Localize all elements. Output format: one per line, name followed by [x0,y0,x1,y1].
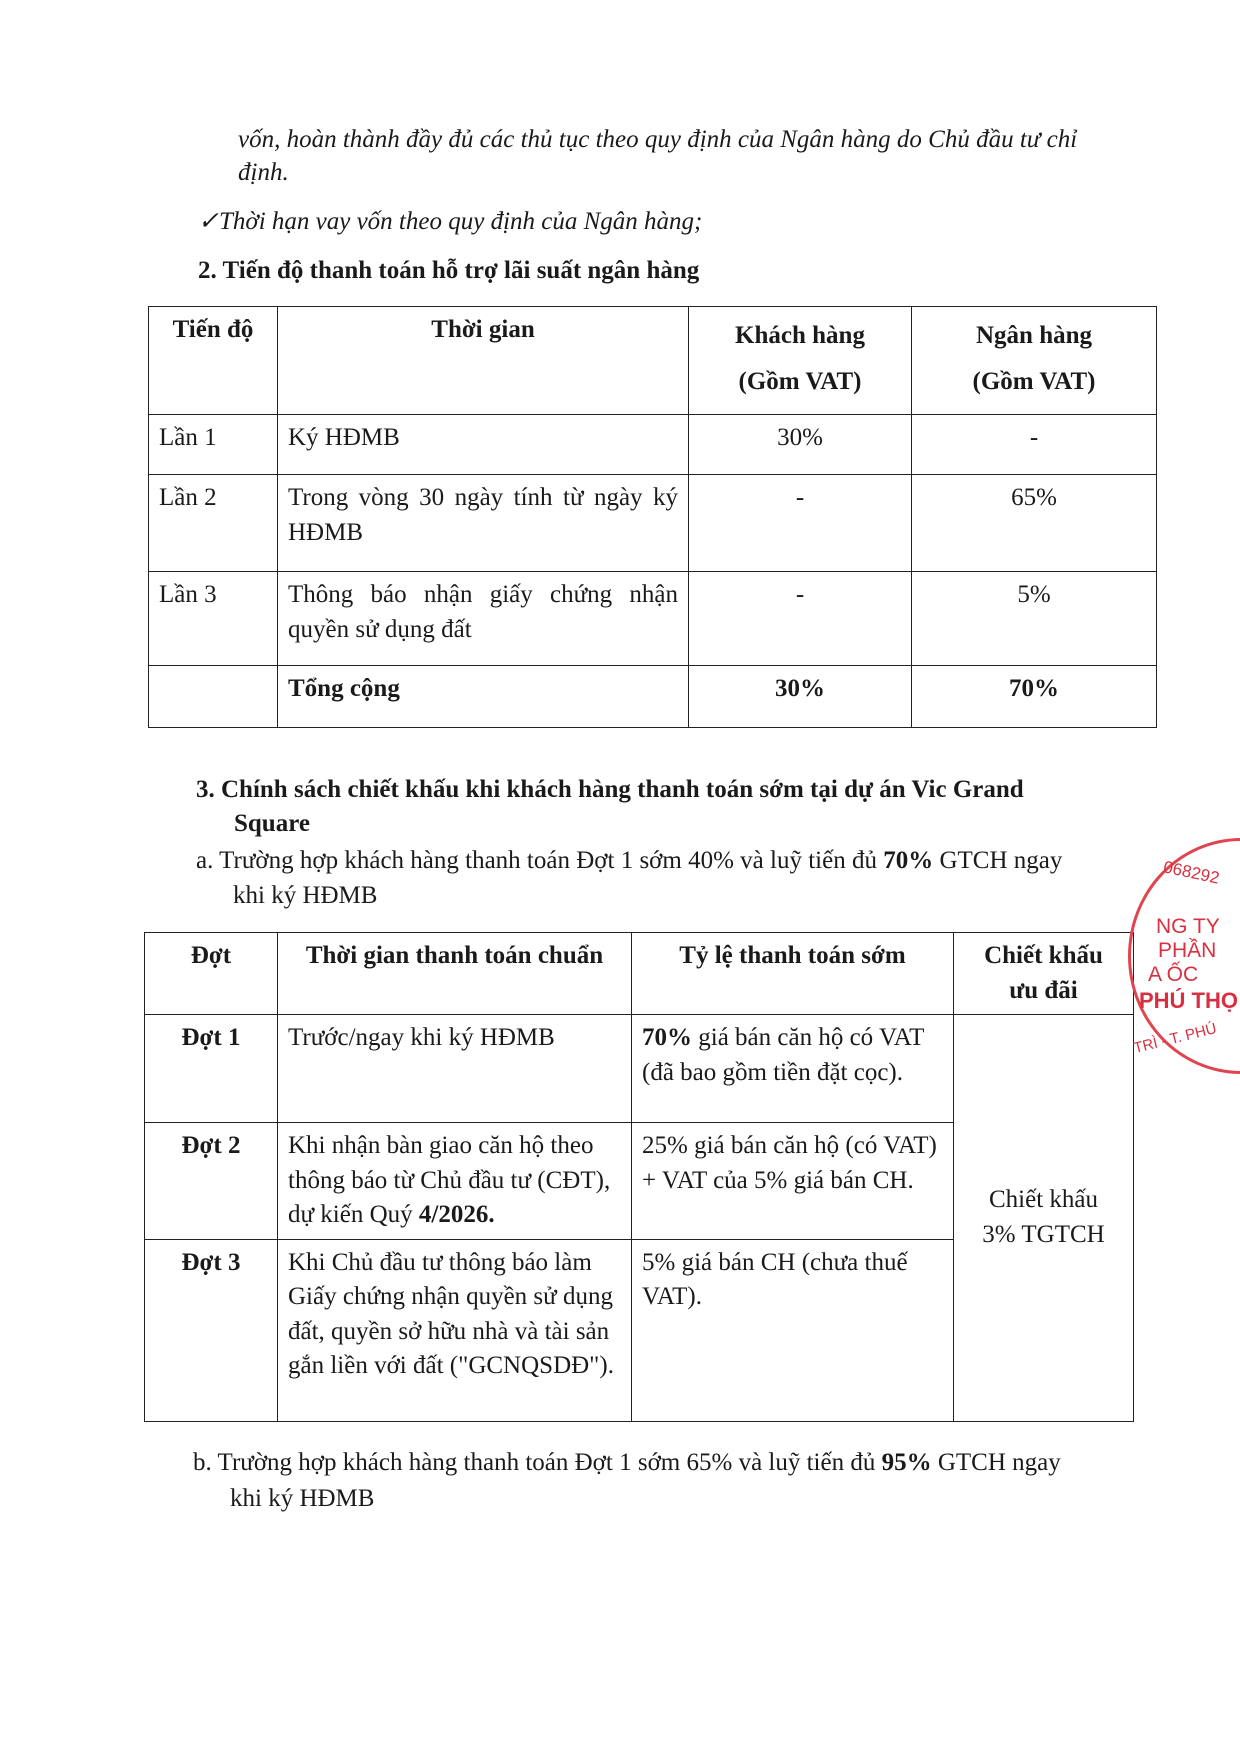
table-row [149,415,1157,475]
stamp-line-1: NG TY [1156,915,1220,938]
row-early-rate: 5% giá bán CH (chưa thuế VAT). [632,1239,954,1421]
row-standard-time-text: Khi nhận bàn giao căn hộ theo thông báo từ Chủ đầu tư (CĐT), dự kiến Quý [288,1132,611,1228]
total-label: Tổng cộng [278,666,689,728]
table-header-row [149,307,1157,415]
case-b-line-2: khi ký HĐMB [230,1485,375,1512]
header-customer-line-1: Khách hàng [735,322,865,349]
early-payment-discount-table [144,932,1134,1422]
check-mark-icon: ✓ [198,208,219,235]
case-b-percent: 95% [881,1449,932,1476]
header-discount-line-1: Chiết khấu [984,942,1103,969]
case-a-text-2: GTCH ngay [933,847,1063,874]
case-a-line-2: khi ký HĐMB [233,882,378,909]
row-standard-time [278,1123,632,1240]
header-customer-line-2: (Gồm VAT) [738,368,862,396]
row-time: Thông báo nhận giấy chứng nhận quyền sử dụng đất [278,572,689,666]
row-stage: Lần 2 [149,475,278,572]
total-bank: 70% [912,666,1157,728]
row-early-rate-text: giá bán căn hộ có VAT (đã bao gồm tiền đặt cọc). [642,1024,924,1086]
stamp-line-4: PHÚ THỌ [1139,988,1238,1013]
row-time: Trong vòng 30 ngày tính từ ngày ký HĐMB [278,475,689,572]
row-installment: Đợt 1 [145,1015,278,1123]
row-installment: Đợt 3 [145,1239,278,1421]
table-header-row [145,933,1134,1015]
stamp-line-3: A ỐC [1148,963,1199,986]
header-stage: Tiến độ [149,307,278,415]
section-3-heading-line-2: Square [234,810,310,837]
case-a-percent: 70% [883,847,934,874]
table-row [149,475,1157,572]
stamp-line-2: PHẦN [1158,939,1217,962]
case-a-text-1: a. Trường hợp khách hàng thanh toán Đợt 1 sớm 40% và luỹ tiến đủ [196,847,884,874]
total-empty-cell [149,666,278,728]
discount-cell [954,1015,1134,1422]
row-installment: Đợt 2 [145,1123,278,1240]
row-standard-time-bold: 4/2026. [418,1201,495,1228]
discount-line-1: Chiết khấu [988,1186,1098,1214]
row-standard-time: Khi Chủ đầu tư thông báo làm Giấy chứng nhận quyền sử dụng đất, quyền sở hữu nhà và tài sản gắn liền với đất ("GCNQSDĐ"). [278,1239,632,1421]
row-bank: 65% [912,475,1157,572]
company-seal-stamp [1128,838,1240,1074]
total-customer: 30% [689,666,912,728]
discount-line-2: 3% TGTCH [982,1220,1105,1248]
header-customer [689,307,912,415]
stamp-number: 068292 [1161,857,1222,888]
row-customer: - [689,475,912,572]
case-a-line-1 [196,844,1062,879]
row-bank: 5% [912,572,1157,666]
header-standard-time: Thời gian thanh toán chuẩn [278,933,632,1015]
stamp-line-5: TRÌ - T. PHÚ [1131,1020,1219,1058]
row-stage: Lần 1 [149,415,278,475]
intro-line-2: định. [238,159,289,186]
row-early-rate-bold: 70% [642,1024,692,1051]
row-early-rate [632,1015,954,1123]
row-customer: 30% [689,415,912,475]
row-time: Ký HĐMB [278,415,689,475]
case-b-text-2: GTCH ngay [931,1449,1061,1476]
header-bank [912,307,1157,415]
table-row [149,572,1157,666]
header-installment: Đợt [145,933,278,1015]
header-discount-line-2: ưu đãi [1009,976,1078,1004]
section-3-heading-line-1: 3. Chính sách chiết khấu khi khách hàng thanh toán sớm tại dự án Vic Grand [196,776,1024,803]
header-early-rate: Tỷ lệ thanh toán sớm [632,933,954,1015]
row-standard-time: Trước/ngay khi ký HĐMB [278,1015,632,1123]
case-b-line-1 [193,1446,1061,1481]
row-early-rate: 25% giá bán căn hộ (có VAT) + VAT của 5% giá bán CH. [632,1123,954,1240]
header-discount [954,933,1134,1015]
bank-support-payment-table [148,306,1157,728]
header-time: Thời gian [278,307,689,415]
case-b-text-1: b. Trường hợp khách hàng thanh toán Đợt 1 sớm 65% và luỹ tiến đủ [193,1449,882,1476]
row-stage: Lần 3 [149,572,278,666]
loan-term-bullet [198,205,702,240]
table-total-row [149,666,1157,728]
section-2-heading: 2. Tiến độ thanh toán hỗ trợ lãi suất ngân hàng [198,257,700,284]
intro-line-1: vốn, hoàn thành đầy đủ các thủ tục theo quy định của Ngân hàng do Chủ đầu tư chỉ [238,126,1078,153]
row-bank: - [912,415,1157,475]
table-row [145,1015,1134,1123]
header-bank-line-1: Ngân hàng [975,322,1092,349]
header-bank-line-2: (Gồm VAT) [972,368,1096,396]
row-customer: - [689,572,912,666]
loan-term-text: Thời hạn vay vốn theo quy định của Ngân hàng; [218,208,703,235]
